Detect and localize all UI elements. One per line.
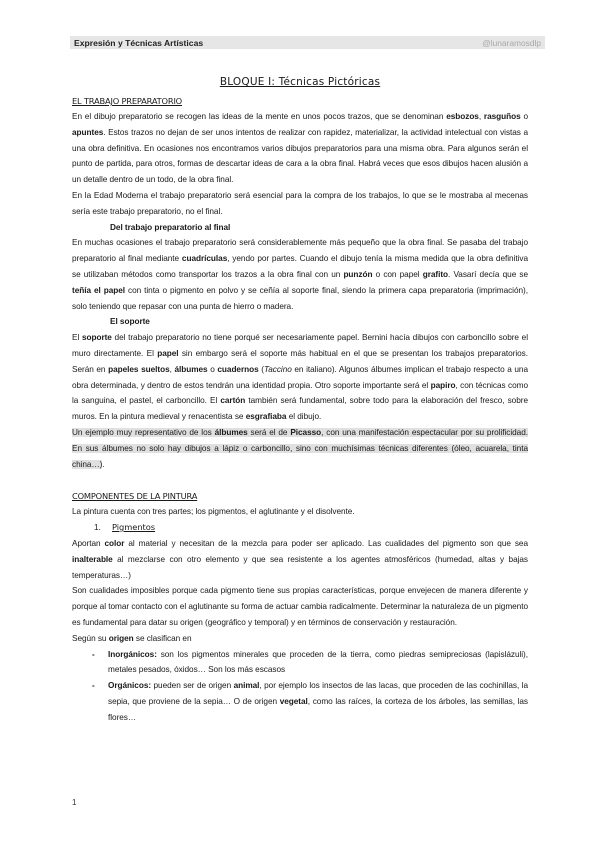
section-heading-componentes: COMPONENTES DE LA PINTURA bbox=[72, 491, 198, 502]
bold-term: inalterable bbox=[72, 554, 113, 564]
course-title: Expresión y Técnicas Artísticas bbox=[74, 37, 204, 48]
list-number: 1. bbox=[94, 523, 101, 533]
text-run: se clasifican en bbox=[133, 633, 192, 643]
bold-term: color bbox=[104, 538, 125, 548]
bold-term: Picasso bbox=[290, 427, 322, 437]
bold-term: punzón bbox=[343, 269, 373, 279]
text-run: En muchas ocasiones el trabajo preparatorio será considerablemente más pequeño que la obra final. Se pasaba del trabajo preparatorio al final mediante bbox=[72, 238, 528, 264]
list-item bbox=[72, 647, 528, 679]
text-run: Según su bbox=[72, 633, 109, 643]
bold-term: animal bbox=[233, 681, 260, 691]
bold-term: grafito bbox=[422, 269, 449, 279]
text-run: , por ejemplo los insectos de las lacas, que proceden de las cochinillas, la sepia, que proviene de la sepia… O de origen bbox=[108, 681, 528, 706]
paragraph: En la Edad Moderna el trabajo preparatorio será esencial para la compra de los trabajos, lo que se le mostraba al mecenas sería este trabajo preparatorio, no el final. bbox=[72, 190, 528, 216]
bold-term: origen bbox=[108, 633, 134, 643]
text-run: o bbox=[520, 112, 529, 121]
text-run: , bbox=[169, 364, 175, 374]
bold-term: papel bbox=[157, 348, 179, 358]
text-run: , como las raíces, la corteza de los árboles, las semillas, las flores… bbox=[108, 696, 528, 722]
text-run: al mezclarse con otro elemento y que sea resistente a los agentes atmosféricos (humedad, altas y bajas temperaturas…) bbox=[72, 554, 528, 580]
bold-term: Inorgánicos: bbox=[108, 649, 157, 659]
paragraph bbox=[72, 235, 528, 314]
text-run: o con papel bbox=[372, 269, 423, 279]
page-number: 1 bbox=[72, 798, 77, 807]
document-body bbox=[72, 94, 528, 725]
list-item-text bbox=[108, 678, 528, 725]
text-run: , con una manifestación espectacular por su prolificidad. En sus álbumes no solo hay dibujos a lápiz o carboncillo, sino con muchísimas técnicas diferentes (óleo, acuarela, tinta china…) bbox=[72, 427, 528, 469]
bold-term: álbumes bbox=[214, 427, 248, 437]
text-run: o bbox=[207, 364, 218, 374]
text-run: , con técnicas como la sanguina, el pastel, el carboncillo. El bbox=[72, 380, 529, 406]
text-run: Aportan bbox=[72, 538, 105, 548]
document-title: BLOQUE I: Técnicas Pictóricas bbox=[219, 76, 381, 88]
bold-term: vegetal bbox=[279, 696, 308, 706]
text-run: del trabajo preparatorio no tiene porqué ser necesariamente papel. Bernini hacía dibujos con carboncillo sobre el muro directamente. El bbox=[72, 333, 528, 358]
list-dash: - bbox=[92, 649, 95, 659]
bold-term: papiro bbox=[430, 380, 456, 390]
text-run: , bbox=[478, 112, 484, 121]
text-run: el dibujo. bbox=[286, 412, 322, 422]
bold-term: papeles sueltos bbox=[108, 364, 170, 374]
bold-term: cartón bbox=[220, 396, 246, 406]
text-run: . Estos trazos no dejan de ser unos intentos de realizar con rapidez, materializar, la actividad intelectual con vistas a una obra definitiva. En ocasiones nos encontramos varios dibujos preparatorios para una misma obra. Para algunos serán el punto de partida, para otros, formas de descartar ideas de cara a la obra final. Habrá veces que esos dibujos hacen alusión a un detalle dentro de un todo, de la obra final. bbox=[72, 127, 528, 185]
spacer bbox=[72, 472, 528, 489]
paragraph bbox=[72, 536, 528, 583]
bold-term: esbozos bbox=[446, 112, 479, 121]
text-run: . bbox=[102, 459, 105, 469]
text-run: también será fundamental, sobre todo para la elaboración del fresco, sobre muros. En la pintura medieval y renacentista se bbox=[72, 396, 528, 422]
highlighted-paragraph bbox=[72, 425, 528, 472]
section-heading-trabajo-preparatorio: EL TRABAJO PREPARATORIO bbox=[72, 96, 183, 106]
list-item-text bbox=[108, 647, 528, 679]
bold-term: esgrafiaba bbox=[245, 412, 287, 422]
text-run: con tinta o pigmento en polvo y se ceñía al soporte final, siendo la primera capa preparatoria (imprimación), solo teniendo que repasar con una punta de hierro o madera. bbox=[72, 285, 528, 311]
subheading-el-soporte: El soporte bbox=[110, 317, 150, 327]
list-dash: - bbox=[92, 681, 95, 691]
bold-term: cuadrículas bbox=[181, 254, 228, 264]
page-header bbox=[70, 36, 545, 49]
author-handle: @lunaramosdlp bbox=[482, 37, 541, 48]
paragraph: La pintura cuenta con tres partes; los pigmentos, el aglutinante y el disolvente. bbox=[72, 507, 355, 517]
paragraph bbox=[72, 631, 528, 647]
italic-term: Taccino bbox=[263, 364, 292, 374]
numbered-heading-pigmentos bbox=[72, 520, 528, 536]
text-run: , yendo por partes. Cuando el dibujo tenía la misma medida que la obra definitiva se utilizaban métodos como transportar los trazos a la obra final con un bbox=[72, 254, 528, 279]
bold-term: Orgánicos: bbox=[108, 681, 152, 691]
text-run: En el dibujo preparatorio se recogen las ideas de la mente en unos pocos trazos, que se denominan bbox=[72, 112, 447, 121]
text-run: ( bbox=[258, 364, 264, 374]
text-run: en italiano). Algunos álbumes implican el trabajo respecto a una obra determinada, y dentro de estos tendrán una identidad propia. Otro soporte importante será el bbox=[72, 364, 528, 390]
subheading-del-trabajo-preparatorio: Del trabajo preparatorio al final bbox=[110, 222, 231, 232]
bold-term: álbumes bbox=[174, 364, 208, 374]
text-run: sin embargo será el soporte más habitual en el que se presentan los trabajos preparatorios. Serán en bbox=[72, 348, 528, 374]
text-run: . Vasarí decía que se bbox=[448, 269, 528, 279]
text-run: pueden ser de origen bbox=[151, 681, 234, 691]
bold-term: cuadernos bbox=[217, 364, 259, 374]
bold-term: teñía el papel bbox=[72, 285, 126, 295]
text-run: Un ejemplo muy representativo de los bbox=[72, 427, 215, 437]
paragraph: Son cualidades imposibles porque cada pigmento tiene sus propias características, porque envejecen de manera diferente y porque al tomar contacto con el aglutinante su forma de actuar cambia radicalmente. Determinar la naturaleza de un pigmento es fundamental para datar su origen (geográfico y temporal) y en términos de conservación y restauración. bbox=[72, 586, 528, 627]
text-run: al material y necesitan de la mezcla para poder ser aplicado. Las cualidades del pigmento son que sea bbox=[124, 538, 528, 548]
text-run: será el de bbox=[247, 427, 291, 437]
list-item bbox=[72, 678, 528, 725]
text-run: El bbox=[72, 333, 82, 343]
paragraph bbox=[72, 109, 528, 188]
text-run: son los pigmentos minerales que proceden de la tierra, como piedras semipreciosas (lapislázuli), metales pesados, óxidos… Son los más escasos bbox=[108, 649, 528, 675]
bold-term: apuntes bbox=[72, 127, 104, 137]
bold-term: soporte bbox=[81, 333, 112, 343]
bold-term: rasguños bbox=[483, 112, 521, 121]
subheading-pigmentos: Pigmentos bbox=[112, 522, 156, 533]
paragraph bbox=[72, 330, 528, 425]
